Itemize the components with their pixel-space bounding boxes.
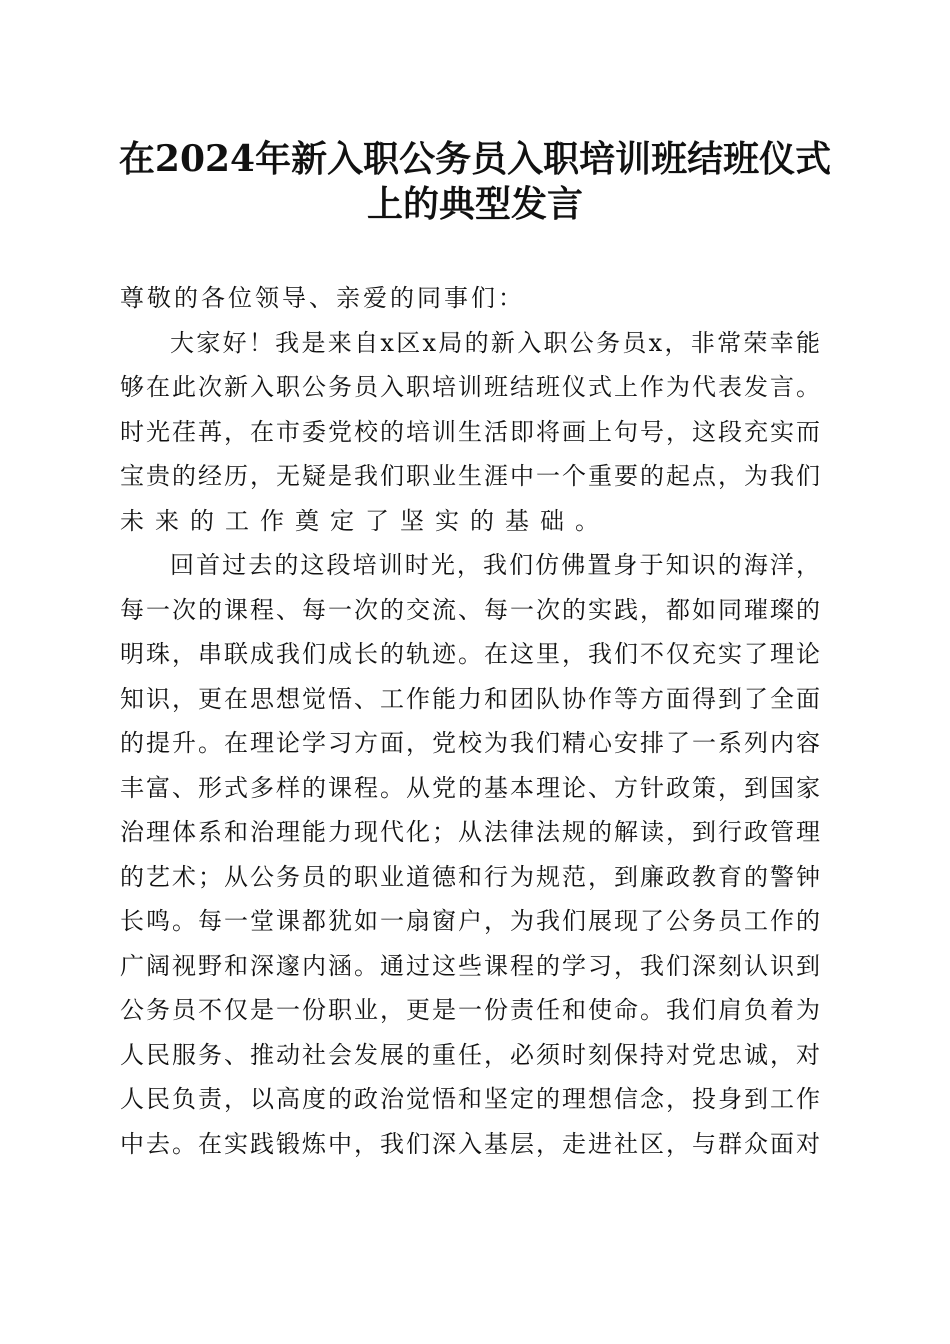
paragraph-line: 长鸣。每一堂课都犹如一扇窗户，为我们展现了公务员工作的 [120,907,820,935]
paragraph-line: 明珠，串联成我们成长的轨迹。在这里，我们不仅充实了理论 [120,640,820,668]
paragraph-line: 知识，更在思想觉悟、工作能力和团队协作等方面得到了全面 [120,684,820,713]
document-body [120,276,820,1166]
title-line-1: 在2024年新入职公务员入职培训班结班仪式 [118,138,832,180]
paragraph-line: 的提升。在理论学习方面，党校为我们精心安排了一系列内容 [120,729,820,757]
paragraph-line: 的艺术；从公务员的职业道德和行为规范，到廉政教育的警钟 [120,862,820,891]
paragraph-line: 时光荏苒，在市委党校的培训生活即将画上句号，这段充实而 [120,417,820,446]
title-line-2: 上的典型发言 [366,183,583,225]
paragraph-line: 中去。在实践锻炼中，我们深入基层，走进社区，与群众面对 [120,1129,820,1158]
paragraph-line: 公务员不仅是一份职业，更是一份责任和使命。我们肩负着为 [120,996,820,1024]
document-title [0,137,950,227]
paragraph-line: 人民服务、推动社会发展的重任，必须时刻保持对党忠诚，对 [120,1040,820,1069]
paragraph-line: 够在此次新入职公务员入职培训班结班仪式上作为代表发言。 [120,373,820,401]
paragraph-line: 丰富、形式多样的课程。从党的基本理论、方针政策，到国家 [120,773,820,802]
greeting: 尊敬的各位领导、亲爱的同事们： [120,284,525,312]
paragraph-line: 宝贵的经历，无疑是我们职业生涯中一个重要的起点，为我们 [120,462,820,490]
paragraph-1 [120,321,820,544]
paragraph-line: 每一次的课程、每一次的交流、每一次的实践，都如同璀璨的 [120,595,820,624]
paragraph-line: 回首过去的这段培训时光，我们仿佛置身于知识的海洋， [170,551,820,579]
paragraph-line: 大家好！我是来自x区x局的新入职公务员x，非常荣幸能 [170,328,820,357]
paragraph-line: 广阔视野和深邃内涵。通过这些课程的学习，我们深刻认识到 [120,951,820,980]
paragraph-line: 人民负责，以高度的政治觉悟和坚定的理想信念，投身到工作 [120,1085,820,1113]
paragraph-2 [120,543,820,1166]
paragraph-line: 未来的工作奠定了坚实的基础。 [120,506,610,535]
paragraph-line: 治理体系和治理能力现代化；从法律法规的解读，到行政管理 [120,818,820,846]
